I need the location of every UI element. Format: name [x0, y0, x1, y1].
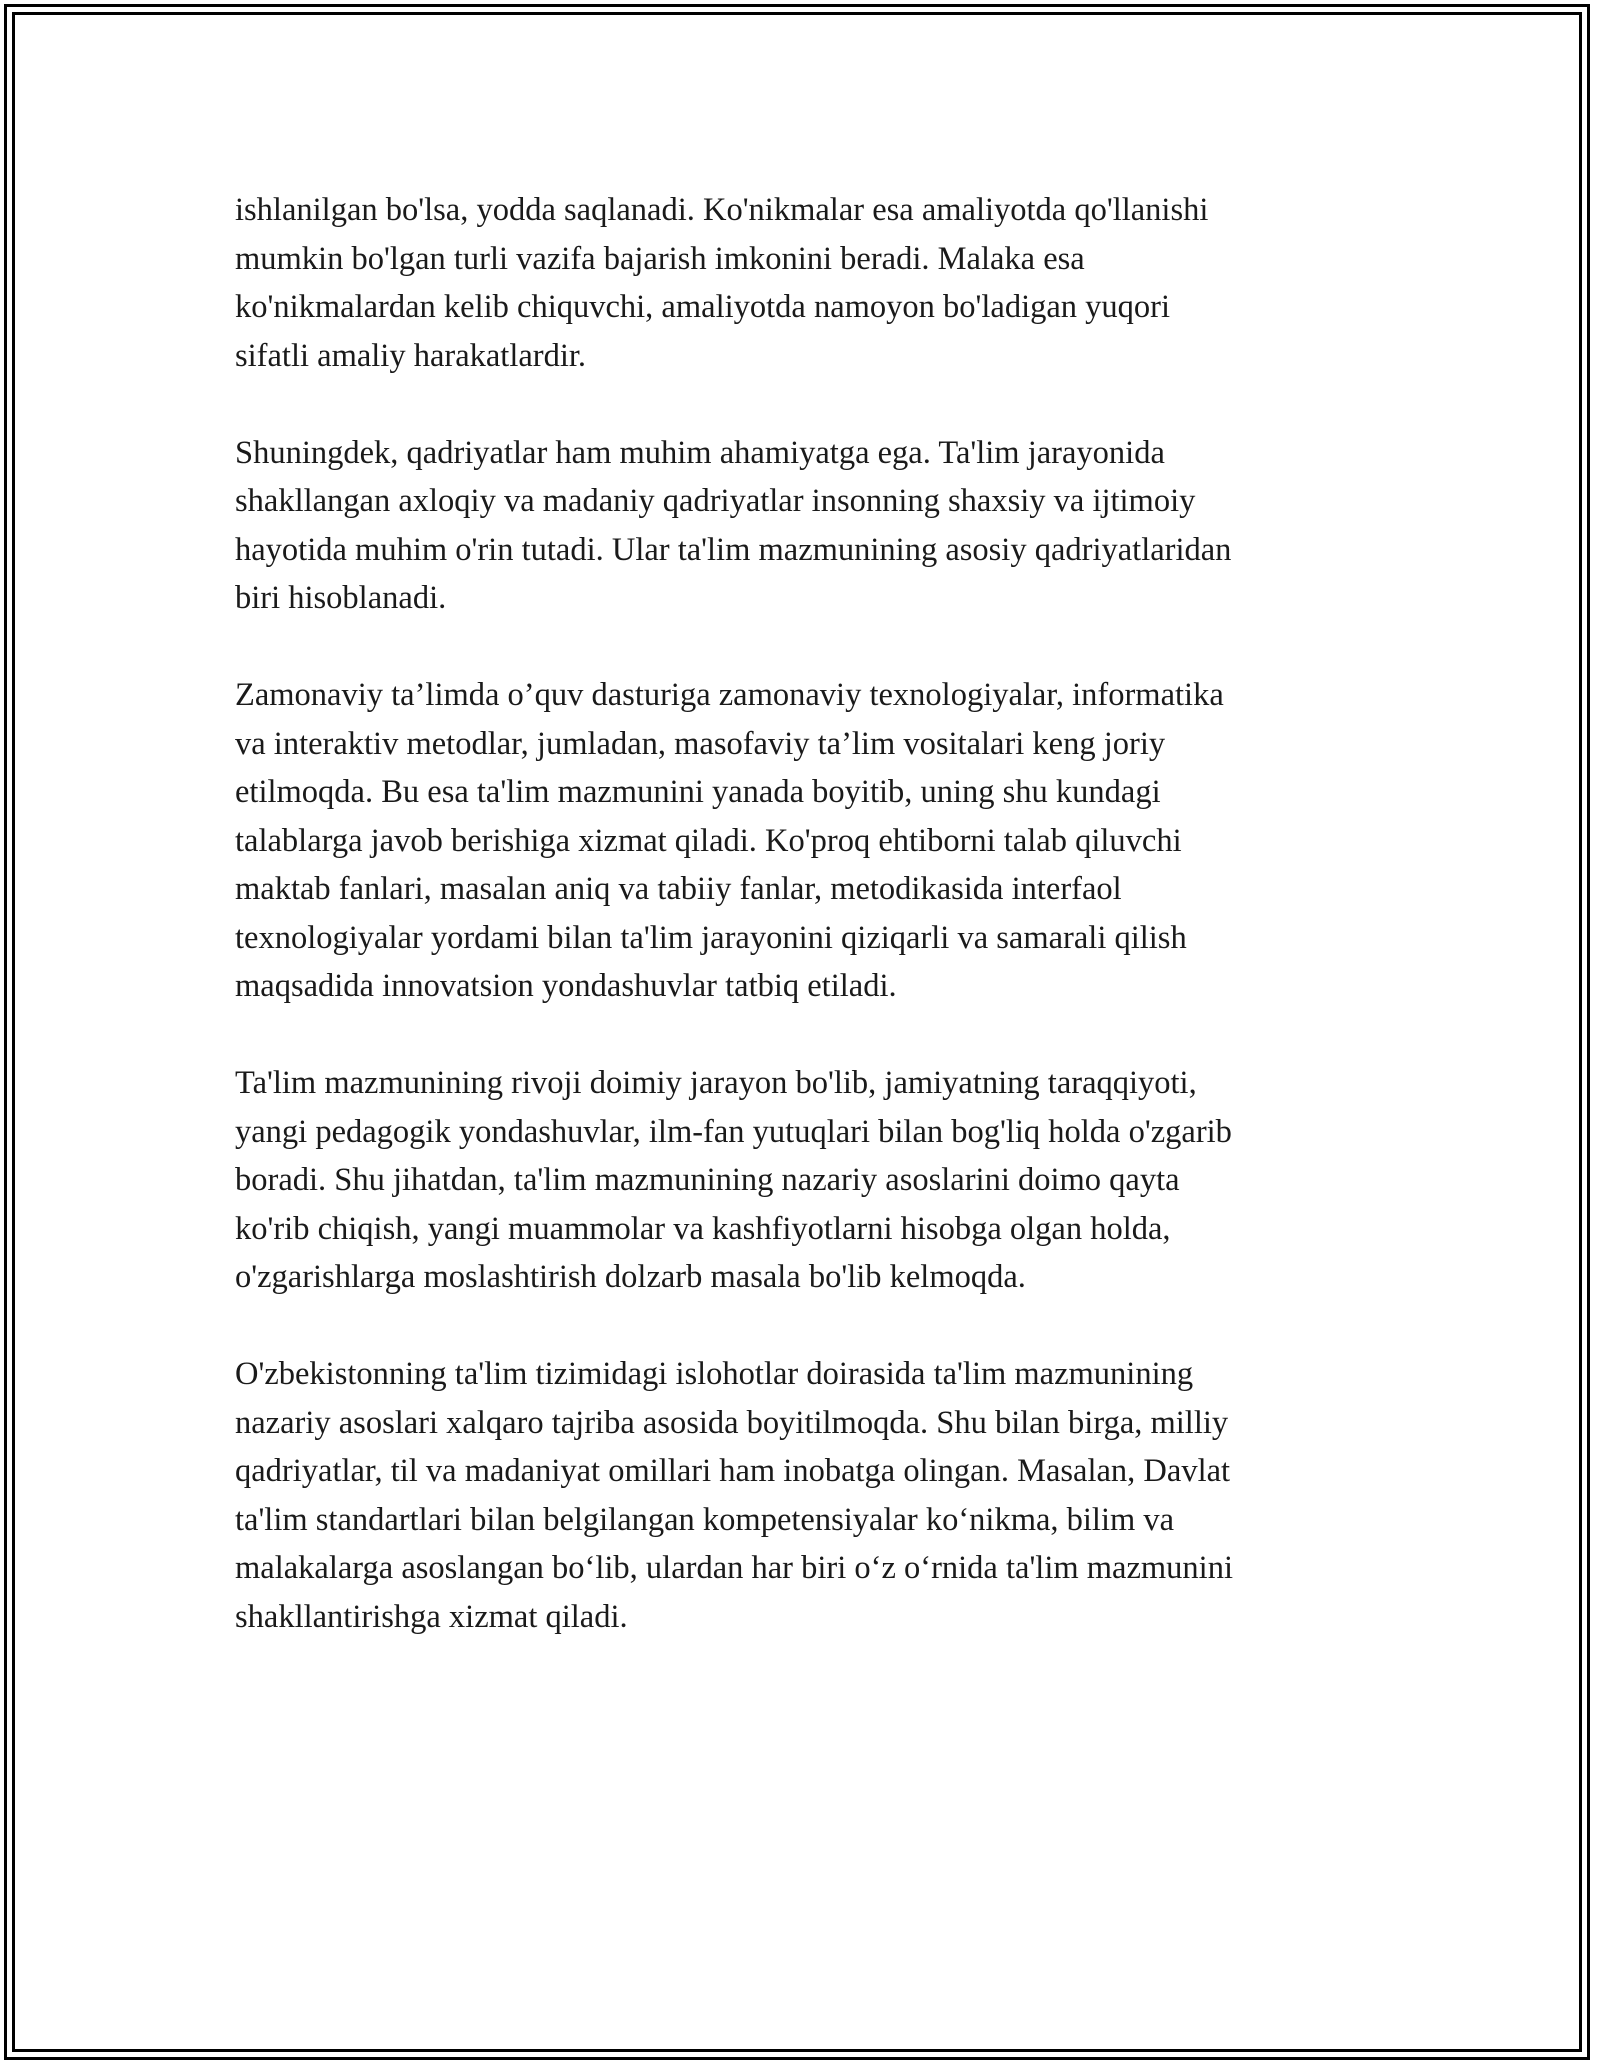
paragraph-1: ishlanilgan bo'lsa, yodda saqlanadi. Ko'nikmalar esa amaliyotda qo'llanishi mumkin bo'lgan turli vazifa bajarish imkonini beradi. Malaka esa ko'nikmalardan kelib chiquvchi, amaliyotda namoyon bo'ladigan yuqori sifatli amaliy harakatlardir.	[235, 192, 1209, 374]
paragraph-4: Ta'lim mazmunining rivoji doimiy jarayon bo'lib, jamiyatning taraqqiyoti, yangi pedagogik yondashuvlar, ilm-fan yutuqlari bilan bog'liq holda o'zgarib boradi. Shu jihatdan, ta'lim mazmunining nazariy asoslarini doimo qayta ko'rib chiqish, yangi muammolar va kashfiyotlarni hisobga olgan holda, o'zgarishlarga moslashtirish dolzarb masala bo'lib kelmoqda.	[235, 1065, 1232, 1295]
paragraph-5: O'zbekistonning ta'lim tizimidagi islohotlar doirasida ta'lim mazmunining nazariy asoslari xalqaro tajriba asosida boyitilmoqda. Shu bilan birga, milliy qadriyatlar, til va madaniyat omillari ham inobatga olingan. Masalan, Davlat ta'lim standartlari bilan belgilangan kompetensiyalar ko‘nikma, bilim va malakalarga asoslangan bo‘lib, ulardan har biri o‘z o‘rnida ta'lim mazmunini shakllantirishga xizmat qiladi.	[235, 1356, 1233, 1635]
paragraph-3: Zamonaviy ta’limda o’quv dasturiga zamonaviy texnologiyalar, informatika va interaktiv metodlar, jumladan, masofaviy ta’lim vositalari keng joriy etilmoqda. Bu esa ta'lim mazmunini yanada boyitib, uning shu kundagi talablarga javob berishiga xizmat qiladi. Ko'proq ehtiborni talab qiluvchi maktab fanlari, masalan aniq va tabiiy fanlar, metodikasida interfaol texnologiyalar yordami bilan ta'lim jarayonini qiziqarli va samarali qilish maqsadida innovatsion yondashuvlar tatbiq etiladi.	[235, 677, 1224, 1004]
document-body	[235, 186, 1375, 1690]
paragraph-2: Shuningdek, qadriyatlar ham muhim ahamiyatga ega. Ta'lim jarayonida shakllangan axloqiy va madaniy qadriyatlar insonning shaxsiy va ijtimoiy hayotida muhim o'rin tutadi. Ular ta'lim mazmunining asosiy qadriyatlaridan biri hisoblanadi.	[235, 434, 1232, 616]
